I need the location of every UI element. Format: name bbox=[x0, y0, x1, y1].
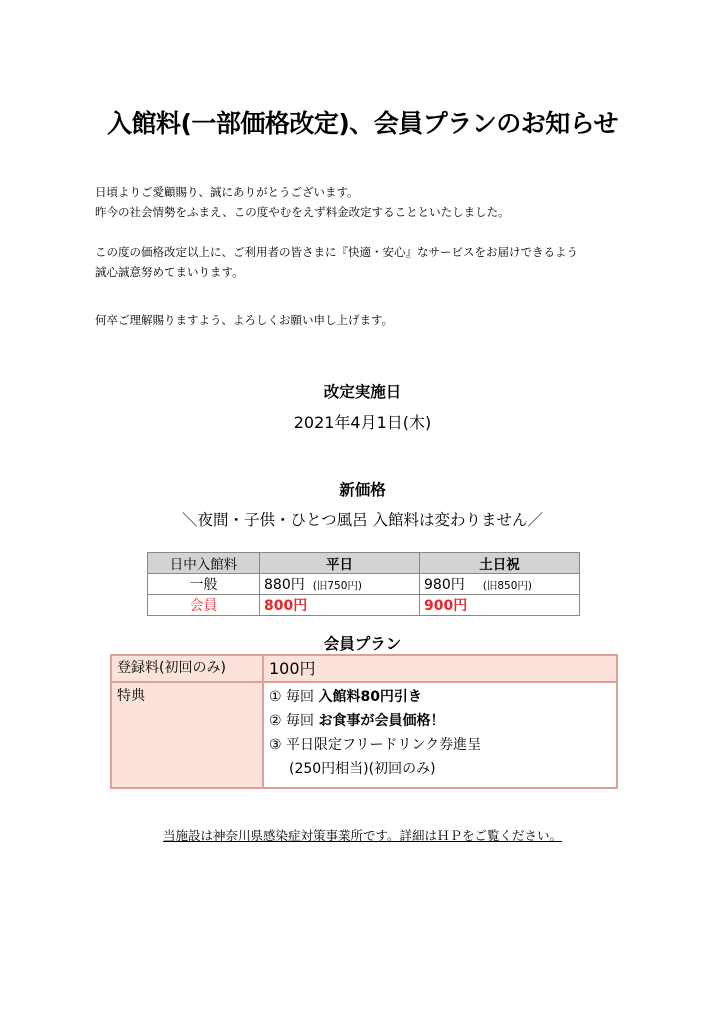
table-row bbox=[148, 574, 580, 595]
row-label-member: 会員 bbox=[148, 595, 260, 616]
benefit-emphasis: お食事が会員価格！ bbox=[318, 713, 445, 729]
member-plan-table bbox=[110, 654, 618, 789]
header-weekend-holiday: 土日祝 bbox=[420, 553, 580, 574]
general-holiday-price: 980円 bbox=[424, 577, 465, 593]
table-row bbox=[111, 682, 617, 788]
intro-paragraph-1 bbox=[95, 182, 655, 222]
benefits-label: 特典 bbox=[111, 682, 263, 788]
member-weekday-price: 800円 bbox=[260, 595, 420, 616]
intro-line: この度の価格改定以上に、ご利用者の皆さまに『快適・安心』なサービスをお届けできるよう bbox=[95, 245, 578, 259]
implementation-heading: 改定実施日 bbox=[323, 383, 402, 401]
benefit-prefix: ① 毎回 bbox=[269, 689, 319, 705]
header-weekday: 平日 bbox=[260, 553, 420, 574]
member-plan-heading: 会員プラン bbox=[323, 635, 402, 653]
page-title: 入館料(一部価格改定)、会員プランのお知らせ bbox=[106, 109, 619, 138]
unchanged-fees-note: ＼夜間・子供・ひとつ風呂 入館料は変わりません／ bbox=[181, 511, 544, 529]
intro-line: 誠心誠意努めてまいります。 bbox=[95, 265, 244, 279]
new-price-heading: 新価格 bbox=[339, 481, 386, 499]
general-weekday-cell bbox=[260, 574, 420, 595]
row-label-general: 一般 bbox=[148, 574, 260, 595]
intro-paragraph-3 bbox=[95, 310, 655, 330]
list-item bbox=[269, 733, 611, 757]
benefit-emphasis: 入館料80円引き bbox=[318, 689, 422, 705]
benefit-continuation: (250円相当)(初回のみ) bbox=[289, 761, 436, 777]
general-weekday-old-price: (旧750円) bbox=[312, 580, 362, 592]
intro-line: 日頃よりご愛顧賜り、誠にありがとうございます。 bbox=[95, 185, 359, 199]
general-weekday-price: 880円 bbox=[264, 577, 305, 593]
general-holiday-cell bbox=[420, 574, 580, 595]
list-item bbox=[269, 685, 611, 709]
registration-fee: 100円 bbox=[263, 655, 617, 682]
list-item bbox=[269, 709, 611, 733]
benefit-prefix: ② 毎回 bbox=[269, 713, 319, 729]
intro-paragraph-2 bbox=[95, 242, 655, 282]
price-table bbox=[147, 552, 580, 616]
table-row bbox=[148, 595, 580, 616]
registration-label: 登録料(初回のみ) bbox=[111, 655, 263, 682]
general-holiday-old-price: (旧850円) bbox=[482, 580, 532, 592]
implementation-date: 2021年4月1日(木) bbox=[293, 413, 432, 432]
footer-note bbox=[0, 826, 725, 844]
table-row bbox=[111, 655, 617, 682]
intro-line: 昨今の社会情勢をふまえ、この度やむをえず料金改定することといたしました。 bbox=[95, 205, 510, 219]
member-holiday-price: 900円 bbox=[420, 595, 580, 616]
benefit-prefix: ③ 平日限定フリードリンク券進呈 bbox=[269, 737, 482, 753]
benefits-list bbox=[263, 682, 617, 788]
footer-text: 当施設は神奈川県感染症対策事業所です。詳細はＨＰをご覧ください。 bbox=[162, 828, 562, 843]
price-table-header bbox=[148, 553, 580, 574]
intro-line: 何卒ご理解賜りますよう、よろしくお願い申し上げます。 bbox=[95, 313, 394, 327]
header-daytime-fee: 日中入館料 bbox=[148, 553, 260, 574]
